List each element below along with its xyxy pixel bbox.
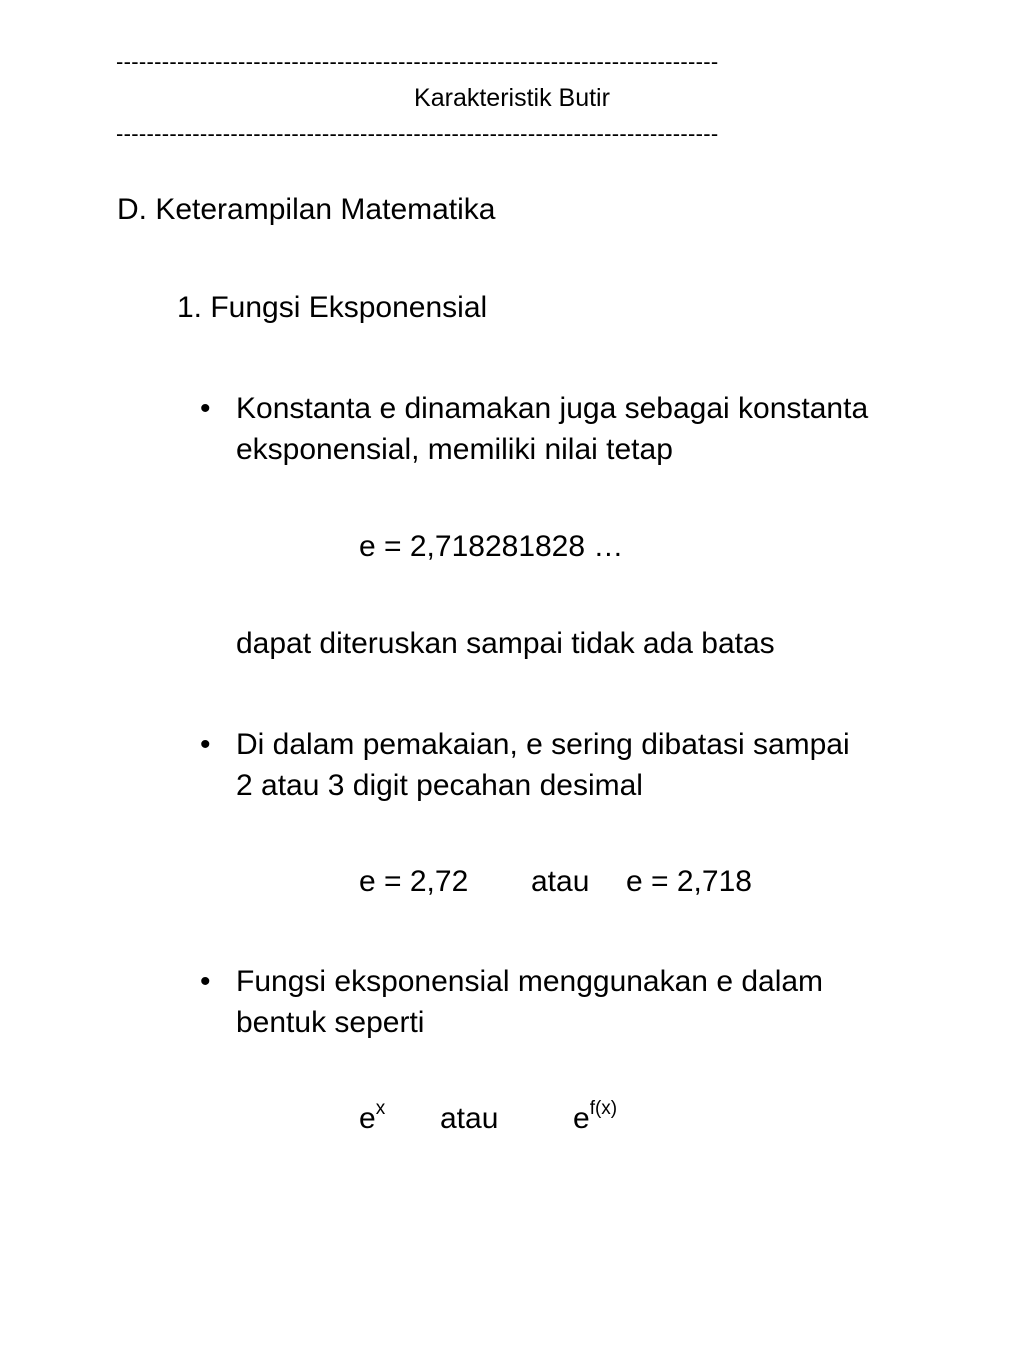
formula-or-1: atau xyxy=(531,865,590,898)
bullet-marker: • xyxy=(200,965,211,998)
exp-superscript: f(x) xyxy=(589,1098,618,1119)
bullet-line: Fungsi eksponensial menggunakan e dalam xyxy=(236,965,824,998)
formula-note: dapat diteruskan sampai tidak ada batas xyxy=(236,627,775,660)
formula-e-value: e = 2,718281828 … xyxy=(359,530,624,563)
header-title: Karakteristik Butir xyxy=(414,84,610,112)
bullet-line: Di dalam pemakaian, e sering dibatasi sampai xyxy=(236,728,850,761)
formula-exp-or: atau xyxy=(440,1102,499,1135)
bullet-line: Konstanta e dinamakan juga sebagai konstanta xyxy=(236,392,869,425)
bullet-marker: • xyxy=(200,728,211,761)
formula-exp-2 xyxy=(573,1098,618,1136)
bullet-line: 2 atau 3 digit pecahan desimal xyxy=(236,769,643,802)
bullet-line: eksponensial, memiliki nilai tetap xyxy=(236,433,673,466)
bullet-line: bentuk seperti xyxy=(236,1006,425,1039)
formula-e-short-1: e = 2,72 xyxy=(359,865,469,898)
formula-e-short-2: e = 2,718 xyxy=(626,865,752,898)
bullet-marker: • xyxy=(200,392,211,425)
header-rule-top: ------------------------------------------------------------------------------- xyxy=(116,50,719,74)
exp-base: e xyxy=(573,1102,590,1135)
header-rule-bottom: ------------------------------------------------------------------------------- xyxy=(116,122,719,146)
section-heading: D. Keterampilan Matematika xyxy=(117,193,496,226)
exp-superscript: x xyxy=(375,1098,386,1119)
subsection-heading: 1. Fungsi Eksponensial xyxy=(177,291,488,324)
exp-base: e xyxy=(359,1102,376,1135)
formula-exp-1 xyxy=(359,1098,386,1136)
